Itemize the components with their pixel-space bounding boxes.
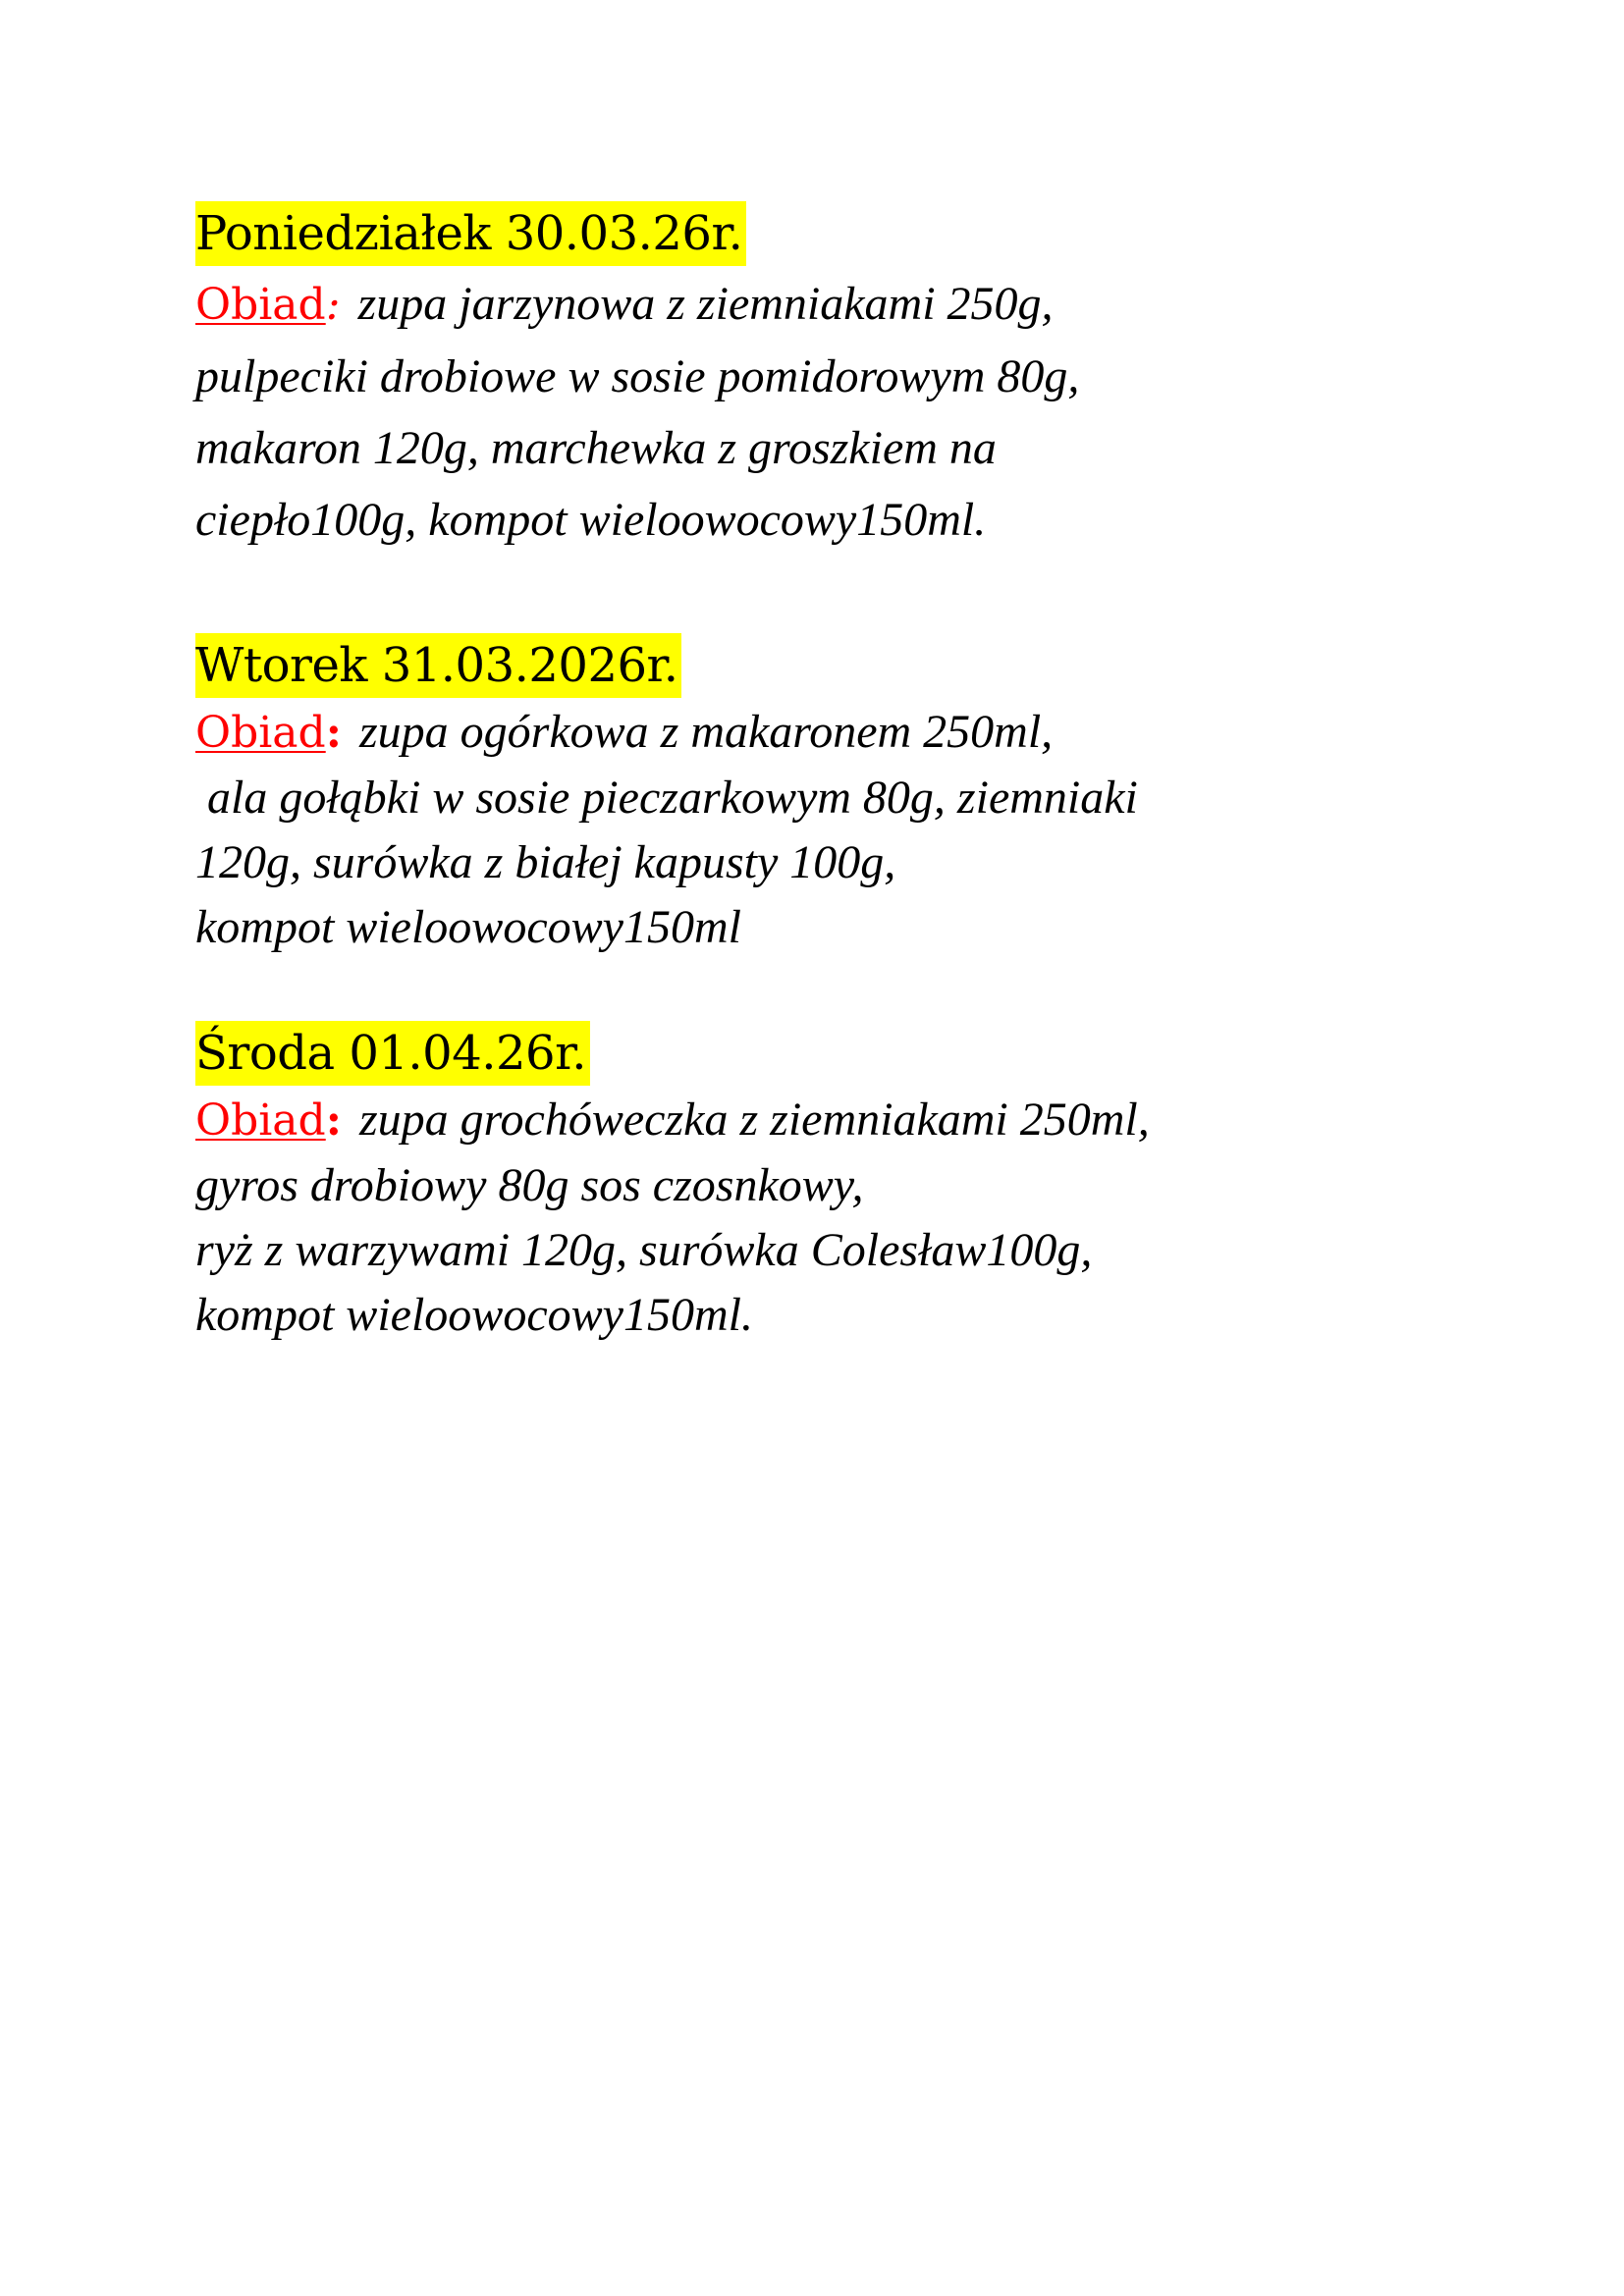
meal-line [195,268,1472,341]
meal-line: gyros drobiowy 80g sos czosnkowy, [195,1159,864,1211]
meal-line: ala gołąbki w sosie pieczarkowym 80g, ziemniaki [195,772,1138,824]
meal-line [195,1088,1472,1153]
meal-line: ciepło100g, kompot wieloowocowy150ml. [195,494,987,546]
meal-label: Obiad [195,1095,326,1146]
meal-label-colon: : [325,708,342,758]
meal-label: Obiad [195,280,326,330]
meal-description [195,1088,1472,1348]
meal-label-colon: : [325,280,341,330]
meal-line: kompot wieloowocowy150ml [195,901,741,953]
meal-line-text: zupa grochóweczka z ziemniakami 250ml, [358,1094,1150,1146]
day-heading: Środa 01.04.26r. [195,1021,590,1086]
meal-line-text: zupa jarzynowa z ziemniakami 250g, [357,278,1054,330]
meal-description [195,268,1472,556]
meal-line: 120g, surówka z białej kapusty 100g, [195,836,896,888]
day-wednesday [195,1021,1472,1348]
day-tuesday [195,633,1472,960]
meal-line: makaron 120g, marchewka z groszkiem na [195,422,997,474]
meal-line: kompot wieloowocowy150ml. [195,1289,753,1341]
meal-line: pulpeciki drobiowe w sosie pomidorowym 80g, [195,350,1080,402]
meal-description [195,700,1472,960]
meal-line: ryż z warzywami 120g, surówka Colesław100g, [195,1224,1093,1276]
day-monday [195,201,1472,556]
day-heading: Wtorek 31.03.2026r. [195,633,681,698]
meal-line [195,700,1472,766]
day-heading: Poniedziałek 30.03.26r. [195,201,746,266]
meal-label-colon: : [325,1095,342,1146]
meal-line-text: zupa ogórkowa z makaronem 250ml, [358,706,1054,758]
meal-label: Obiad [195,708,326,758]
